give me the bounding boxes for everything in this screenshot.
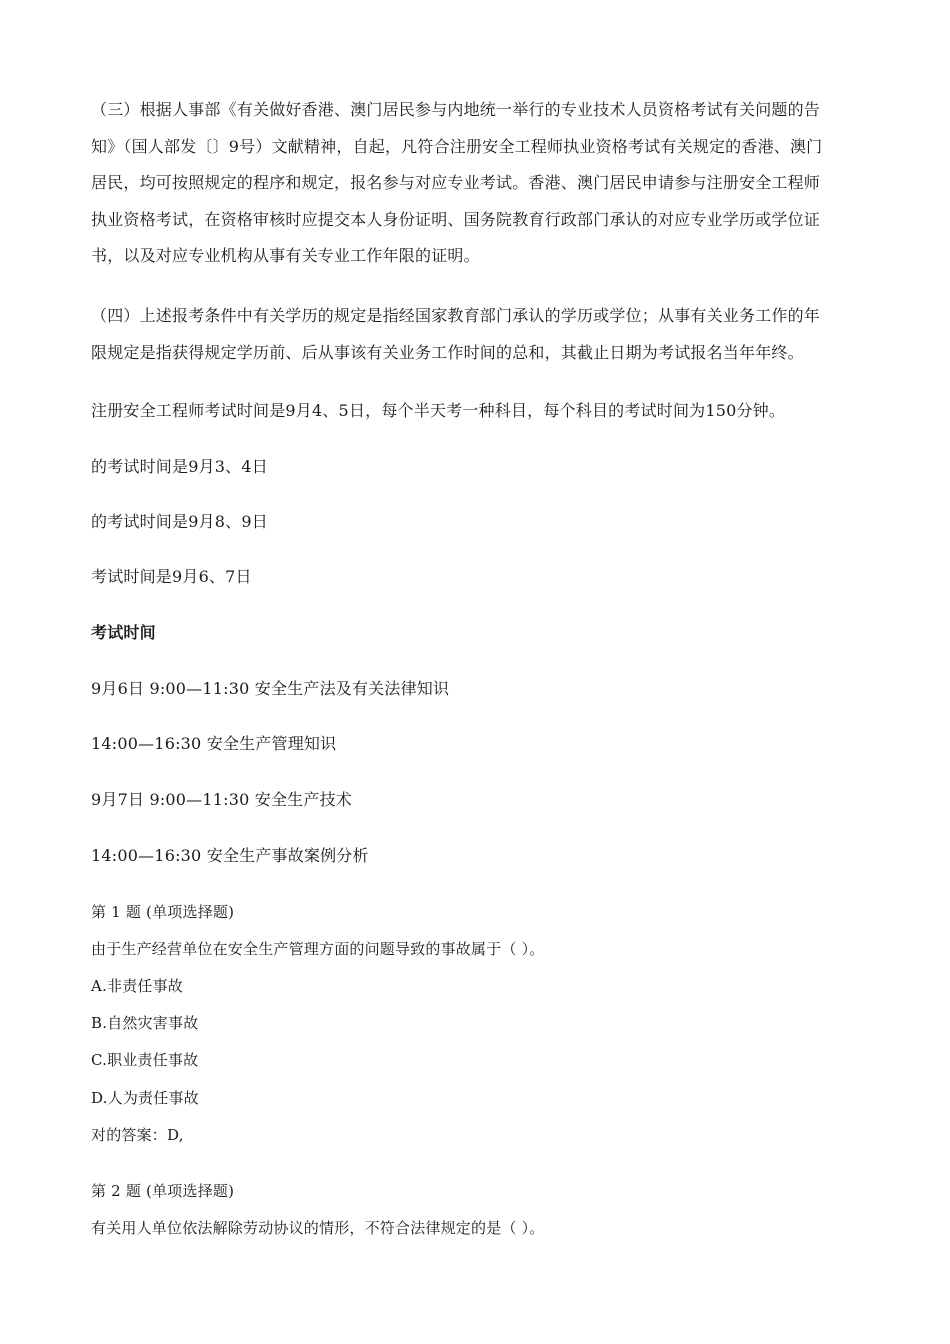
exam-date-line: 考试时间是9月6、7日 — [91, 567, 252, 586]
schedule-item: 9月6日 9:00—11:30 安全生产法及有关法律知识 — [91, 679, 450, 698]
question-2-stem: 有关用人单位依法解除劳动协议的情形，不符合法律规定的是（ ）。 — [91, 1219, 545, 1237]
question-1-option-b: B.自然灾害事故 — [91, 1014, 199, 1032]
question-1-option-c: C.职业责任事故 — [91, 1051, 199, 1069]
exam-date-line: 的考试时间是9月3、4日 — [91, 457, 268, 476]
paragraph-3-line: 执业资格考试，在资格审核时应提交本人身份证明、国务院教育行政部门承认的对应专业学历或学位证 — [91, 209, 821, 229]
paragraph-3 — [91, 92, 861, 275]
paragraph-4 — [91, 298, 861, 371]
exam-time-note: 注册安全工程师考试时间是9月4、5日，每个半天考一种科目，每个科目的考试时间为150分钟。 — [91, 401, 786, 420]
question-1-answer: 对的答案：D, — [91, 1126, 184, 1144]
paragraph-3-line: 居民，均可按照规定的程序和规定，报名参与对应专业考试。香港、澳门居民申请参与注册安全工程师 — [91, 173, 821, 192]
schedule-item: 9月7日 9:00—11:30 安全生产技术 — [91, 790, 352, 809]
schedule-heading: 考试时间 — [91, 623, 156, 642]
paragraph-3-line: （三）根据人事部《有关做好香港、澳门居民参与内地统一举行的专业技术人员资格考试有关问题的告 — [91, 100, 821, 119]
schedule-item: 14:00—16:30 安全生产事故案例分析 — [91, 846, 369, 865]
question-1-stem: 由于生产经营单位在安全生产管理方面的问题导致的事故属于（ ）。 — [91, 940, 545, 958]
paragraph-3-line: 知》（国人部发〔〕9号）文献精神，自起，凡符合注册安全工程师执业资格考试有关规定的香港、澳门 — [91, 136, 823, 156]
question-1-title: 第 1 题 (单项选择题) — [91, 903, 235, 921]
exam-date-line: 的考试时间是9月8、9日 — [91, 512, 268, 531]
paragraph-3-line: 书，以及对应专业机构从事有关专业工作年限的证明。 — [91, 246, 480, 265]
question-2-title: 第 2 题 (单项选择题) — [91, 1182, 235, 1200]
question-1-option-d: D.人为责任事故 — [91, 1089, 199, 1107]
schedule-item: 14:00—16:30 安全生产管理知识 — [91, 734, 337, 753]
paragraph-4-line: 限规定是指获得规定学历前、后从事该有关业务工作时间的总和，其截止日期为考试报名当年年终。 — [91, 342, 804, 362]
question-1-option-a: A.非责任事故 — [91, 977, 184, 995]
paragraph-4-line: （四）上述报考条件中有关学历的规定是指经国家教育部门承认的学历或学位；从事有关业务工作的年 — [91, 306, 821, 325]
